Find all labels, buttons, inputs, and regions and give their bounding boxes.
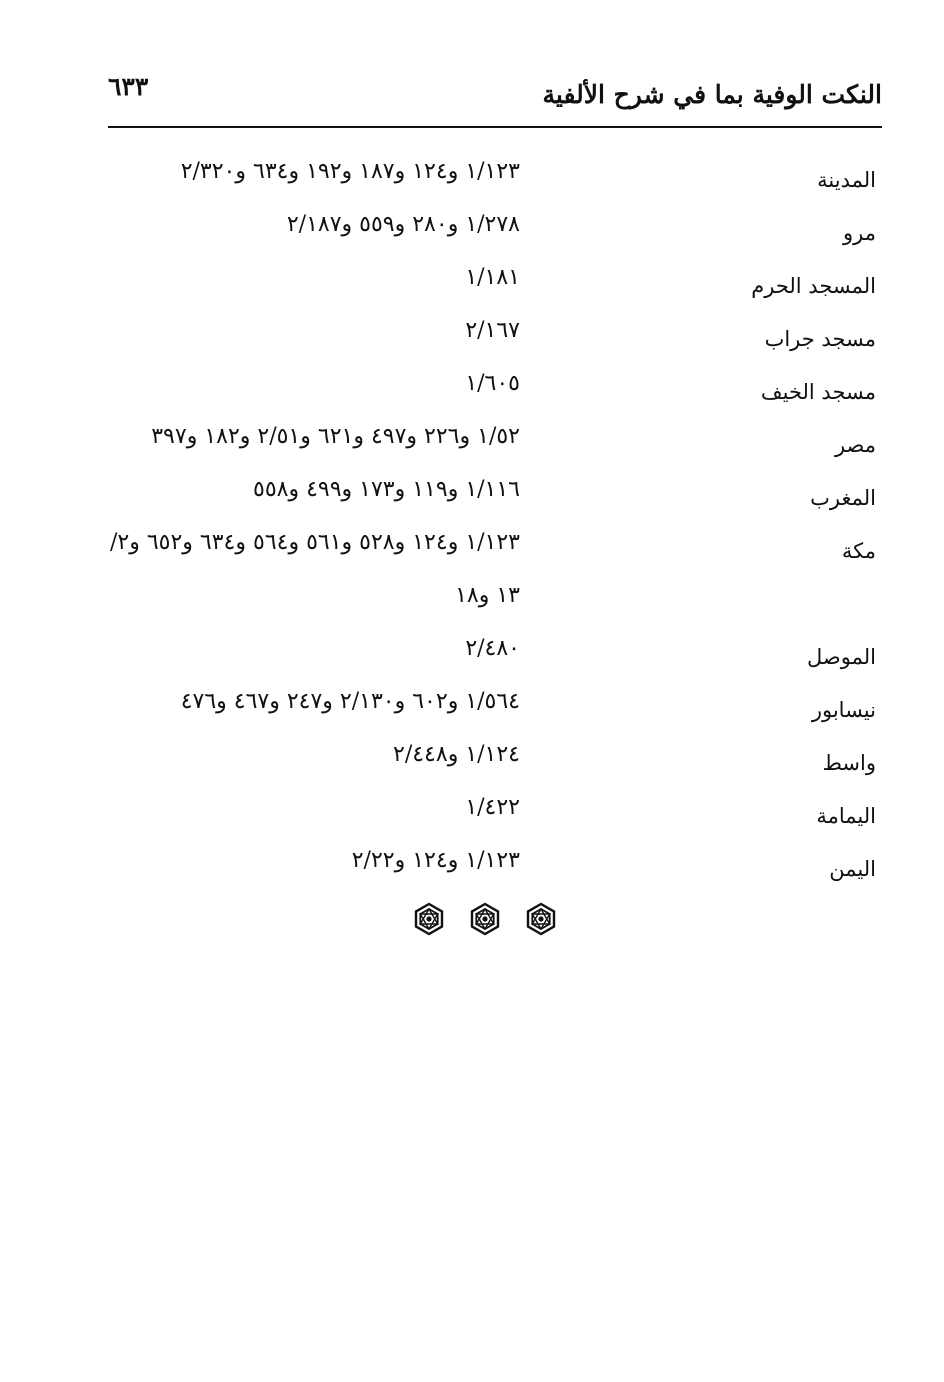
- page-references: ١/٤٢٢: [465, 795, 520, 820]
- place-name: مرو: [843, 221, 876, 245]
- page-references: ١/١٢٣ و١٢٤ و٢/٢٢: [351, 848, 520, 873]
- index-entry: [100, 417, 882, 470]
- place-name: مسجد جراب: [764, 327, 876, 351]
- index-entry: [100, 735, 882, 788]
- page-header: [108, 66, 882, 128]
- index-entry-continuation: [100, 576, 882, 629]
- page-references: ٢/٤٨٠: [465, 636, 520, 661]
- geometric-star-ornament-icon: [468, 902, 502, 936]
- index-entry: [100, 841, 882, 894]
- page-references: ١/١٢٣ و١٢٤ و١٨٧ و١٩٢ و٦٣٤ و٢/٣٢٠: [180, 159, 520, 184]
- index-entry: [100, 788, 882, 841]
- page-references: ١/١٢٤ و٢/٤٤٨: [393, 742, 520, 767]
- place-index-list: [100, 152, 882, 894]
- place-name: مكة: [841, 539, 876, 563]
- geometric-star-ornament-icon: [412, 902, 446, 936]
- page-references: ١/١٢٣ و١٢٤ و٥٢٨ و٥٦١ و٥٦٤ و٦٣٤ و٦٥٢ و٢/: [109, 530, 520, 555]
- index-entry: [100, 629, 882, 682]
- place-name: الموصل: [807, 645, 876, 669]
- index-entry: [100, 152, 882, 205]
- place-name: المدينة: [817, 168, 876, 192]
- index-entry: [100, 364, 882, 417]
- page-references: ١/٥٢ و٢٢٦ و٤٩٧ و٦٢١ و٢/٥١ و١٨٢ و٣٩٧: [151, 424, 520, 449]
- index-entry: [100, 205, 882, 258]
- index-entry: [100, 311, 882, 364]
- index-entry: [100, 258, 882, 311]
- place-name: المغرب: [810, 486, 876, 510]
- page-references: ١/٦٠٥: [465, 371, 520, 396]
- page-references: ١/١٨١: [465, 265, 520, 290]
- page-references: ١/٢٧٨ و٢٨٠ و٥٥٩ و٢/١٨٧: [286, 212, 520, 237]
- book-title: النكت الوفية بما في شرح الألفية: [542, 80, 882, 109]
- place-name: مسجد الخيف: [760, 380, 876, 404]
- index-entry: [100, 470, 882, 523]
- place-name: المسجد الحرم: [751, 274, 876, 298]
- page-references: ١٣ و١٨: [455, 583, 520, 608]
- index-entry: [100, 682, 882, 735]
- geometric-star-ornament-icon: [524, 902, 558, 936]
- place-name: مصر: [834, 433, 876, 457]
- index-entry: [100, 523, 882, 576]
- place-name: اليمن: [829, 857, 876, 881]
- page-references: ١/٥٦٤ و٦٠٢ و٢/١٣٠ و٢٤٧ و٤٦٧ و٤٧٦: [180, 689, 520, 714]
- end-ornament: [410, 902, 560, 938]
- place-name: نيسابور: [811, 698, 876, 722]
- place-name: واسط: [822, 751, 876, 775]
- page-number: ٦٣٣: [108, 72, 149, 101]
- page-references: ٢/١٦٧: [465, 318, 520, 343]
- page-references: ١/١١٦ و١١٩ و١٧٣ و٤٩٩ و٥٥٨: [253, 477, 520, 502]
- place-name: اليمامة: [816, 804, 876, 828]
